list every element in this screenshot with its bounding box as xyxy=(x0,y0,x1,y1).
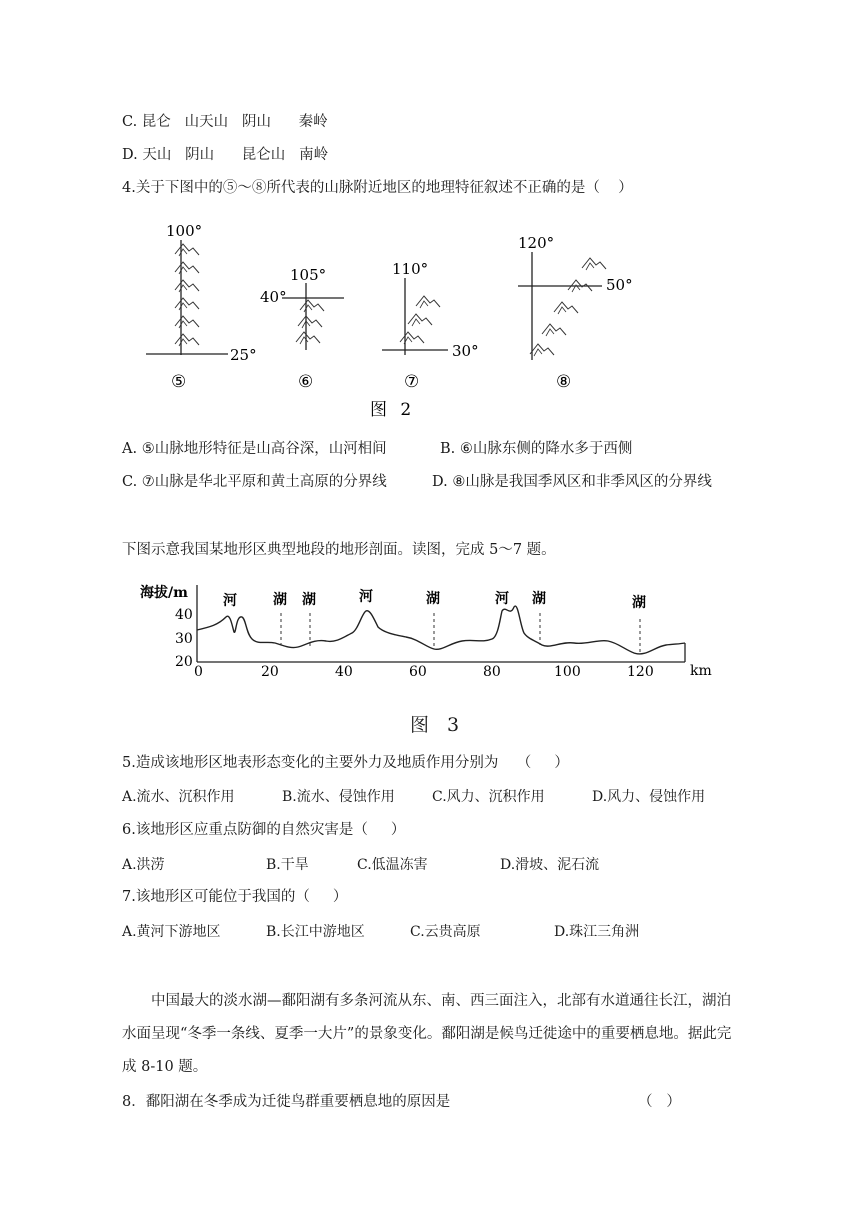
q5-option-d: D.风力、侵蚀作用 xyxy=(592,789,706,805)
q5-option-b: B.流水、侵蚀作用 xyxy=(282,789,395,805)
q7-option-a: A.黄河下游地区 xyxy=(122,924,221,940)
figure-2-mountain-diagrams xyxy=(120,210,760,425)
feature-lake-5: 湖 xyxy=(632,595,646,611)
p7-longitude: 110° xyxy=(392,260,429,278)
q8-stem: 8．鄱阳湖在冬季成为迁徙鸟群重要栖息地的原因是 xyxy=(122,1094,451,1110)
y-tick-20: 20 xyxy=(175,654,193,670)
q3-option-d: D. 天山 阴山 昆仑山 南岭 xyxy=(122,147,329,163)
y-tick-30: 30 xyxy=(175,631,193,647)
y-tick-40: 40 xyxy=(175,607,193,623)
x-tick-120: 120 xyxy=(627,664,654,680)
mountain-diagram-5 xyxy=(146,222,257,392)
mountain-diagram-7 xyxy=(382,260,479,392)
q7-option-c: C.云贵高原 xyxy=(410,924,481,940)
p6-number: ⑥ xyxy=(298,372,314,392)
q6-stem: 6.该地形区应重点防御的自然灾害是（ ） xyxy=(122,822,406,838)
x-tick-20: 20 xyxy=(261,664,279,680)
q4-stem: 4.关于下图中的⑤～⑧所代表的山脉附近地区的地理特征叙述不正确的是（ ） xyxy=(122,180,633,196)
q5-option-a: A.流水、沉积作用 xyxy=(122,789,235,805)
p5-number: ⑤ xyxy=(171,372,187,392)
q6-option-b: B.干旱 xyxy=(266,857,309,873)
q4-option-d: D. ⑧山脉是我国季风区和非季风区的分界线 xyxy=(432,474,712,490)
figure-2-caption: 图 2 xyxy=(370,400,416,420)
q7-stem: 7.该地形区可能位于我国的（ ） xyxy=(122,889,348,905)
p8-latitude: 50° xyxy=(606,276,633,294)
p7-number: ⑦ xyxy=(404,372,420,392)
feature-lake-2: 湖 xyxy=(302,592,316,608)
p5-latitude: 25° xyxy=(230,346,257,364)
q4-option-a: A. ⑤山脉地形特征是山高谷深，山河相间 xyxy=(122,441,387,457)
p6-latitude: 40° xyxy=(260,288,287,306)
intro-questions-5-7: 下图示意我国某地形区典型地段的地形剖面。读图，完成 5～7 题。 xyxy=(122,542,556,558)
q8-answer-blank: （ ） xyxy=(638,1094,681,1110)
feature-river-2: 河 xyxy=(359,589,373,605)
terrain-line xyxy=(197,606,685,654)
q7-option-b: B.长江中游地区 xyxy=(266,924,365,940)
p7-latitude: 30° xyxy=(452,342,479,360)
q6-option-d: D.滑坡、泥石流 xyxy=(500,857,600,873)
q7-option-d: D.珠江三角洲 xyxy=(554,924,640,940)
profile-y-label: 海拔/m xyxy=(140,585,188,601)
x-tick-100: 100 xyxy=(554,664,581,680)
x-tick-0: 0 xyxy=(194,664,203,680)
figure-3-caption: 图 3 xyxy=(410,714,466,736)
mountain-diagram-6 xyxy=(260,266,344,392)
q5-stem: 5.造成该地形区地表形态变化的主要外力及地质作用分别为 （ ） xyxy=(122,755,569,771)
figure-3-terrain-profile xyxy=(130,575,730,690)
feature-river-3: 河 xyxy=(495,591,509,607)
p5-longitude: 100° xyxy=(166,222,203,240)
p8-number: ⑧ xyxy=(556,372,572,392)
x-tick-80: 80 xyxy=(483,664,501,680)
q3-option-c: C. 昆仑 山天山 阴山 秦岭 xyxy=(122,114,328,130)
x-tick-40: 40 xyxy=(335,664,353,680)
p6-longitude: 105° xyxy=(290,266,327,284)
q4-option-c: C. ⑦山脉是华北平原和黄土高原的分界线 xyxy=(122,474,387,490)
feature-lake-1: 湖 xyxy=(273,592,287,608)
mountain-diagram-8 xyxy=(518,234,633,392)
q4-option-b: B. ⑥山脉东侧的降水多于西侧 xyxy=(440,441,633,457)
feature-lake-3: 湖 xyxy=(426,591,440,607)
x-tick-60: 60 xyxy=(409,664,427,680)
q6-option-a: A.洪涝 xyxy=(122,857,165,873)
passage-questions-8-10: 中国最大的淡水湖—鄱阳湖有多条河流从东、南、西三面注入，北部有水道通往长江，湖泊水面呈现“冬季一条线、夏季一大片”的景象变化。鄱阳湖是候鸟迁徙途中的重要栖息地。据此完成 8-10 题。 xyxy=(122,993,732,1075)
p8-longitude: 120° xyxy=(518,234,555,252)
feature-lake-4: 湖 xyxy=(532,591,546,607)
q6-option-c: C.低温冻害 xyxy=(357,857,428,873)
q5-option-c: C.风力、沉积作用 xyxy=(432,789,545,805)
x-unit: km xyxy=(690,663,712,679)
feature-river-1: 河 xyxy=(223,593,237,609)
